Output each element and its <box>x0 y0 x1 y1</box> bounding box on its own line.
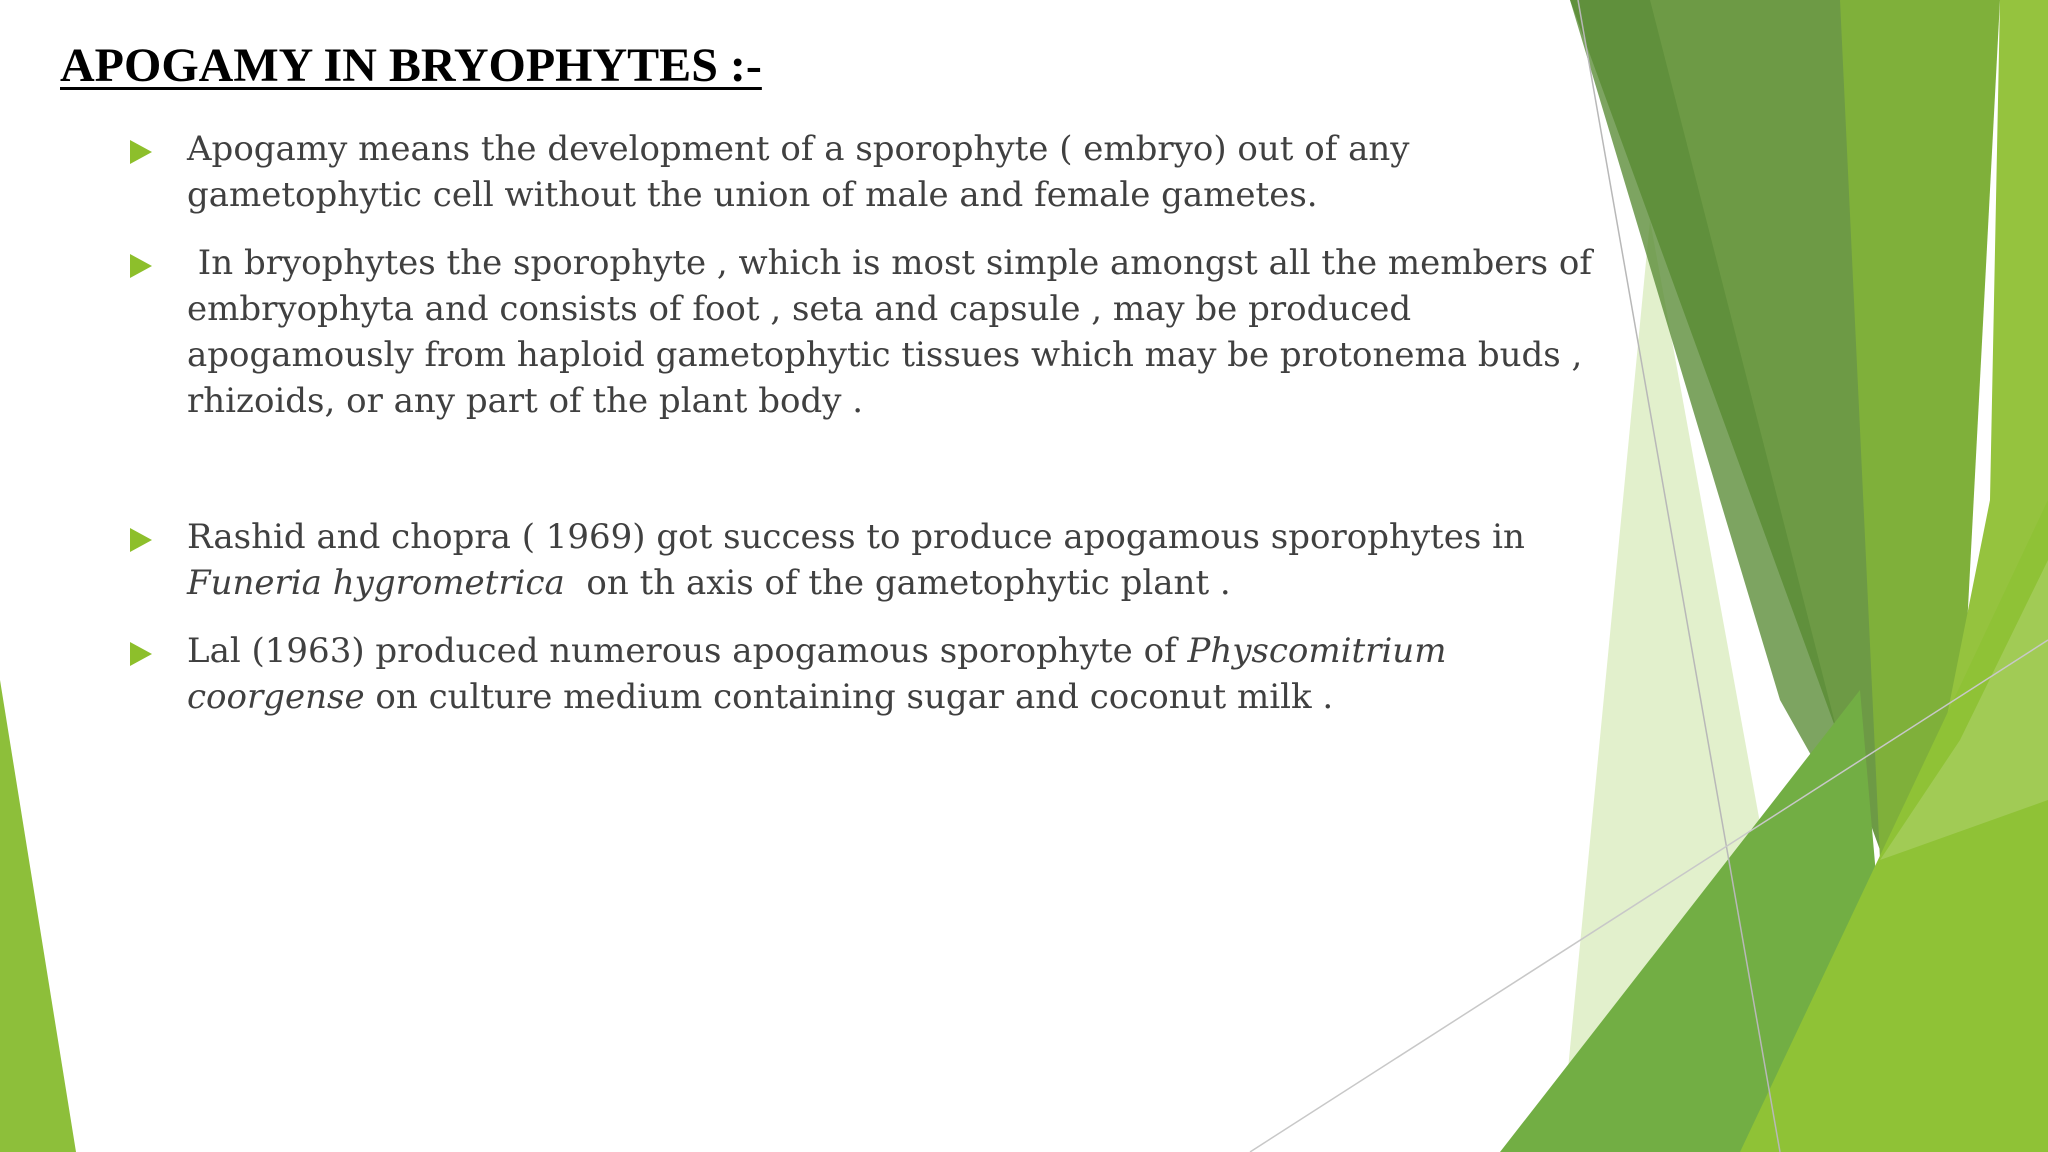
bullet-text: Lal (1963) produced numerous apogamous sporophyte of <box>187 631 1188 671</box>
bullet-line: In bryophytes the sporophyte , which is most simple amongst all the members of <box>187 243 1592 283</box>
triangle-bullet-icon <box>130 254 152 278</box>
bullet-text: on culture medium containing sugar and coconut milk . <box>364 677 1334 717</box>
bullet-line: apogamously from haploid gametophytic tissues which may be protonema buds , <box>187 335 1583 375</box>
bullet-line <box>187 560 1530 606</box>
bullet-item <box>130 514 1530 606</box>
triangle-bullet-icon <box>130 140 152 164</box>
triangle-bullet-icon <box>130 528 152 552</box>
triangle-bullet-icon <box>130 642 152 666</box>
bullet-list <box>130 126 1592 720</box>
bullet-item <box>130 126 1530 218</box>
bullet-line: gametophytic cell without the union of male and female gametes. <box>187 175 1318 215</box>
species-name: coorgense <box>187 677 365 717</box>
slide-title: APOGAMY IN BRYOPHYTES :- <box>60 39 762 92</box>
left-green-sliver <box>0 680 76 1152</box>
species-name: Funeria hygrometrica <box>187 563 565 603</box>
bullet-line <box>187 628 1530 674</box>
bullet-item <box>130 628 1530 720</box>
bullet-item <box>130 240 1592 424</box>
bullet-line: embryophyta and consists of foot , seta and capsule , may be produced <box>187 289 1412 329</box>
bullet-line: Rashid and chopra ( 1969) got success to produce apogamous sporophytes in <box>187 517 1525 557</box>
bullet-text: on th axis of the gametophytic plant . <box>564 563 1231 603</box>
bullet-line <box>187 674 1530 720</box>
bullet-line: Apogamy means the development of a sporophyte ( embryo) out of any <box>187 129 1410 169</box>
bullet-line: rhizoids, or any part of the plant body . <box>187 381 864 421</box>
species-name: Physcomitrium <box>1187 631 1447 671</box>
